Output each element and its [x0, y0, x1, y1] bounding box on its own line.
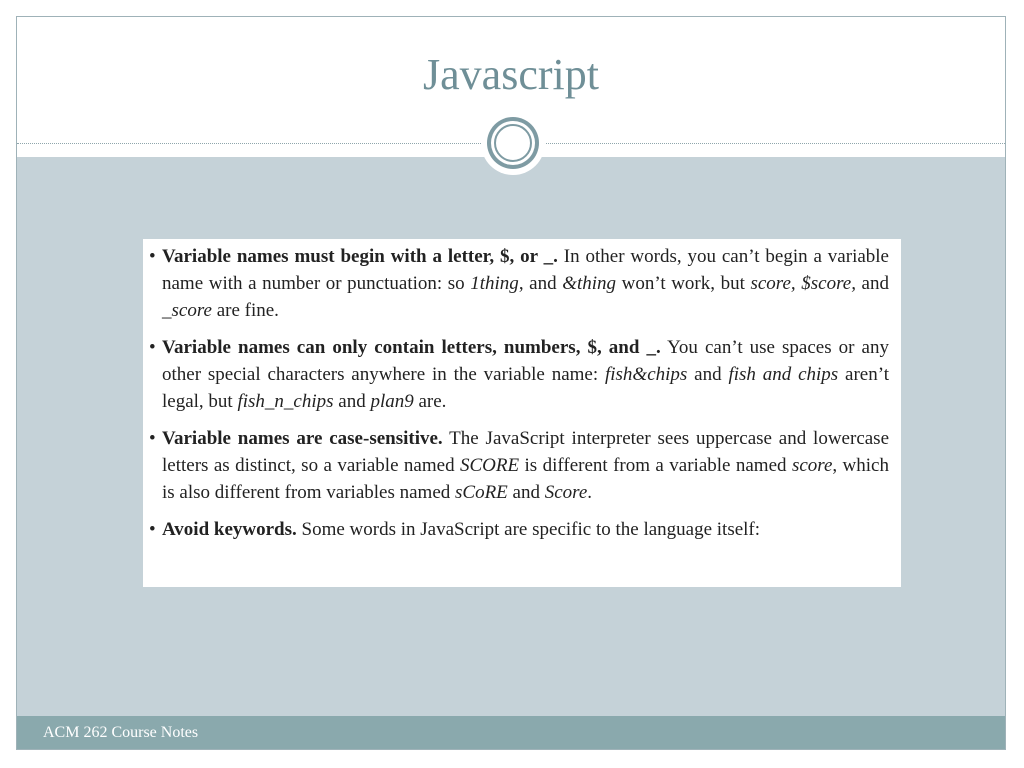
bullet-run: &thing: [562, 273, 617, 294]
bullet-icon: •: [149, 519, 156, 540]
bullet-run: and: [333, 391, 371, 412]
bullet-icon: •: [149, 337, 156, 358]
content-area: [17, 157, 1005, 716]
bullet-icon: •: [149, 246, 156, 267]
bullet-run: 1thing: [470, 273, 519, 294]
bullet-run: Some words in JavaScript are specific to the language itself:: [296, 519, 761, 540]
content-text-image: [143, 239, 901, 587]
bullet-run: Score: [544, 482, 588, 503]
bullet-run: , which is also different from variables named: [162, 455, 889, 503]
bullet-text: [162, 243, 889, 324]
bullet-run: plan9: [370, 391, 414, 412]
bullet-run: fish&chips: [604, 364, 688, 385]
bullet-run: and: [687, 364, 729, 385]
bullet-item: [149, 516, 889, 543]
bullet-run: _score: [162, 300, 212, 321]
bullet-run: You can’t use spaces or any other special characters anywhere in the variable name:: [162, 337, 889, 385]
bullet-heading: Variable names are case-sensitive.: [162, 428, 443, 449]
divider-circle-icon: [481, 111, 545, 175]
bullet-run: SCORE: [460, 455, 520, 476]
footer-bar: [17, 716, 1005, 750]
bullet-heading: Avoid keywords.: [162, 519, 297, 540]
bullet-text: [162, 334, 889, 415]
bullet-run: .: [587, 482, 593, 503]
bullet-run: is different from a variable named: [519, 455, 792, 476]
bullet-run: and: [507, 482, 545, 503]
bullet-run: The JavaScript interpreter sees uppercase and lowercase letters as distinct, so a variable named: [162, 428, 890, 476]
bullet-run: score: [791, 455, 833, 476]
bullet-heading: Variable names can only contain letters, numbers, $, and _.: [162, 337, 661, 358]
bullet-run: aren’t legal, but: [162, 364, 890, 412]
bullet-text: [162, 516, 889, 543]
bullet-item: [149, 425, 889, 506]
footer-text: ACM 262 Course Notes: [43, 724, 199, 741]
bullet-text: [162, 425, 889, 506]
bullet-run: score, $score,: [750, 273, 856, 294]
bullet-run: are fine.: [211, 300, 279, 321]
bullet-item: [149, 243, 889, 324]
bullet-icon: •: [149, 428, 156, 449]
slide-title: Javascript: [423, 50, 599, 99]
bullet-run: In other words, you can’t begin a variable name with a number or punctuation: so: [162, 246, 889, 294]
bullet-item: [149, 334, 889, 415]
bullet-run: won’t work, but: [616, 273, 751, 294]
bullet-run: are.: [413, 391, 447, 412]
bullet-run: and: [855, 273, 889, 294]
bullet-run: fish and chips: [728, 364, 839, 385]
bullet-run: fish_n_chips: [237, 391, 334, 412]
slide: [16, 16, 1006, 750]
bullet-run: sCoRE: [455, 482, 508, 503]
bullet-heading: Variable names must begin with a letter, $, or _.: [162, 246, 558, 267]
bullet-run: , and: [518, 273, 563, 294]
